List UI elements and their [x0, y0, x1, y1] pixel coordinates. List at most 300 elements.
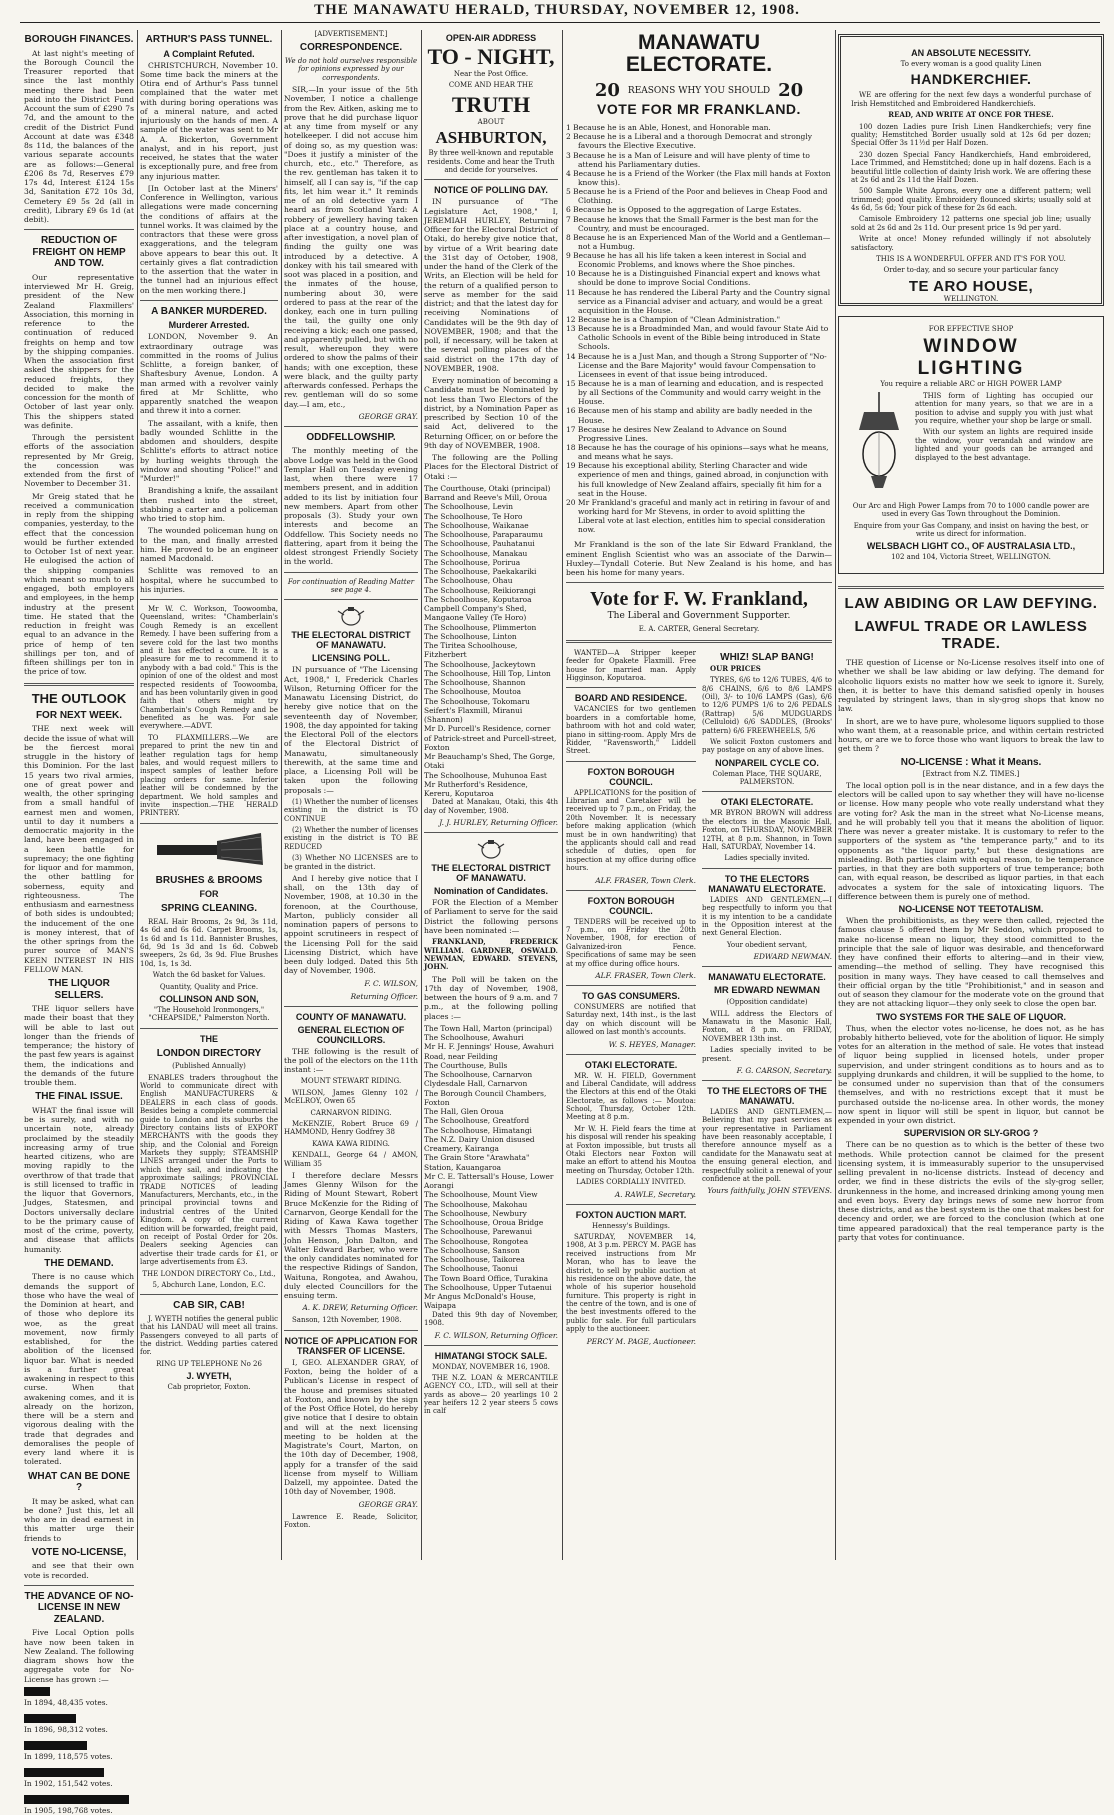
no-license-title: NO-LICENSE : What it Means.	[900, 756, 1042, 768]
banker-body: The wounded policeman hung on to the man, and finally arrested him. He proved to be an engineer named Macdonald.	[140, 526, 278, 563]
divider	[702, 1080, 832, 1081]
london-directory-title: LONDON DIRECTORY	[156, 1047, 262, 1059]
polling-place: The Schoolhouse, Muhunoa East	[424, 770, 547, 780]
polling-place: The N.Z. Dairy Union disused Creamery, Kairanga	[424, 1134, 535, 1154]
polling-signature: J. J. HURLEY, Returning Officer.	[439, 818, 558, 828]
divider	[284, 572, 418, 573]
whiz-title: WHIZ! SLAP BANG!	[720, 651, 814, 663]
divider	[566, 1204, 696, 1205]
nonpareil-name: NONPAREIL CYCLE CO.	[715, 757, 819, 768]
banker-subtitle: Murderer Arrested.	[168, 320, 250, 331]
polling-place: The Schoolhouse, Linton	[424, 631, 517, 641]
newman-body: WILL address the Electors of Manawatu in the Masonic Hall, Foxton, at 8 p.m. on FRIDAY, NOVEMBER 13th inst.	[702, 1009, 832, 1043]
polling-place: The Borough Council Chambers, Foxton	[424, 1088, 547, 1107]
coat-of-arms-icon	[334, 605, 368, 627]
divider	[140, 823, 278, 824]
nomination-district-title: THE ELECTORAL DISTRICT OF MANAWATU.	[431, 863, 551, 884]
riding-result: McKENZIE, Robert Bruce 69 / HAMMOND, Henry Godfrey 38	[284, 1120, 418, 1137]
stock-sale-title: HIMATANGI STOCK SALE.	[434, 1350, 548, 1361]
stevens-body: LADIES AND GENTLEMEN,—Believing that my past services as your representative in Parliament have been reasonably acceptable, I therefore announce myself as a candidate for the Manawatu seat at the ensuing general election, and respectfully solicit a renewal of your confidence at the poll.	[702, 1107, 832, 1184]
divider	[424, 179, 558, 180]
law-body: THE question of License or No-License resolves itself into one of whether we shall be law abiding or law defying. The demand for alcoholic liquors exists no matter how we seek to ignore it. Surely, then, it is better to have this demand satisfied openly in houses regulated by stringent laws, than in sly-grog shops that know no law.	[838, 658, 1104, 714]
foxton-council-body: APPLICATIONS for the position of Librarian and Caretaker will be received up to 7 p.m., on Friday, the 20th November. It is necessary before making application (which must be in own handwriting) that the applicants should call and read schedule of duties, open for inspection at my office during office hours.	[566, 788, 696, 873]
divider	[424, 832, 558, 833]
divider	[838, 586, 1104, 589]
te-aro-house: TE ARO HOUSE,	[908, 277, 1034, 295]
banker-title: A BANKER MURDERED.	[151, 305, 267, 317]
polling-place: The Schoolhouse, Ohau	[424, 576, 513, 586]
window-body-2: With our system an lights are required inside the window, your verandah and window are lighted and your goods can be arranged and displayed to the best advantage.	[915, 428, 1093, 462]
licensing-proposal-2: (2) Whether the number of licenses existing in the district is TO BE REDUCED	[284, 826, 418, 851]
polling-place: Seifert's Flaxmill, Miranui (Shannon)	[424, 705, 523, 725]
handkerchief-title: HANDKERCHIEF.	[910, 71, 1032, 88]
what-can-be-done-title: WHAT CAN BE DONE ?	[27, 1470, 131, 1494]
final-issue-title: THE FINAL ISSUE.	[35, 1091, 123, 1103]
necessity-title: AN ABSOLUTE NECESSITY.	[911, 48, 1031, 58]
electors-signature: EDWARD NEWMAN.	[753, 952, 832, 962]
polling-place: The Schoolhouse, Pauhatanui	[424, 539, 535, 549]
handkerchief-body: WE are offering for the next few days a wonderful purchase of Irish Hemstitched and Embroidered Handkerchiefs.	[851, 91, 1091, 108]
reason-item: 2 Because he is a Liberal and a thorough Democrat and strongly favours the Elective Executive.	[566, 132, 812, 151]
handkerchief-item: 230 dozen Special Fancy Handkerchiefs, Hand embroidered, Lace Trimmed, and Hemstitched; done up in half dozens. Each is a beautiful little collection of dainty Irish work. We are offering these at 2s 6d and 2s 11d the Half Dozen.	[851, 150, 1091, 184]
polling-place: The Schoolhouse, Upper Tutaenui	[424, 1282, 552, 1292]
county-subtitle: GENERAL ELECTION OF COUNCILLORS.	[297, 1024, 405, 1045]
banker-body: LONDON, November 9. An extraordinary outrage was committed in the rooms of Julius Schlitte, a foreign banker, of Shaftesbury Avenue, London. A man armed with a revolver vainly fired at Mr Schlitte, who apparently snatched the weapon and threw it into a corner.	[140, 332, 278, 416]
freight-body: Our representative interviewed Mr H. Greig, president of the New Zealand Flaxmillers' Association, this morning in reference to the continuation of reduced freights on hemp and tow by the shipping companies. When the association first asked the shippers for the reduced freights, they decided to make the concession for the month of October of last year only. This the shippers stated was definite.	[24, 272, 134, 430]
auction-signature: PERCY M. PAGE, Auctioneer.	[586, 1336, 696, 1346]
london-published: (Published Annually)	[172, 1062, 246, 1071]
oddfellowship-title: ODDFELLOWSHIP.	[306, 431, 396, 443]
divider	[566, 1054, 696, 1055]
vote-label: In 1899, 118,575 votes.	[24, 1751, 113, 1761]
brushes-for: FOR	[199, 889, 219, 900]
order-today: Order to-day, and so secure your particular fancy	[883, 266, 1059, 275]
banker-body: The assailant, with a knife, then badly wounded Schlitte in the abdomen and shoulders, despite Schlitte's efforts to attract notice by hurling weights through the window and shouting "Police!" and "Murder!"	[140, 418, 278, 483]
divider	[702, 966, 832, 967]
brushes-subtitle: SPRING CLEANING.	[160, 903, 258, 915]
sly-grog-title: SUPERVISION OR SLY-GROG ?	[903, 1128, 1039, 1139]
vote-for-frankland: VOTE FOR MR FRANKLAND.	[597, 101, 801, 118]
divider	[140, 1294, 278, 1295]
divider	[566, 761, 696, 762]
column-4	[424, 30, 558, 1560]
brushes-title: BRUSHES & BROOMS	[155, 874, 263, 886]
newman-electorate-title: MANAWATU ELECTORATE.	[708, 972, 826, 983]
divider	[702, 791, 832, 792]
liquor-sellers-body: THE liquor sellers have made their boast that they will be able to last out longer than the friends of temperance; the history of the past few years is against them, the indications and the demands of the future trouble them.	[24, 1004, 134, 1088]
column-divider	[835, 30, 836, 1560]
reason-item: 9 Because he has all his life taken a keen interest in Social and Economic Problems, and knows where the Shoe pinches.	[566, 251, 807, 270]
board-body: VACANCIES for two gentlemen boarders in a comfortable home, bathroom with hot and cold water, piano in sitting-room. Apply Mrs de Ridder, "Ravensworth," Liddell Street.	[566, 705, 696, 756]
county-body-2: I therefore declare Messrs James Glenny Wilson for the Riding of Mount Stewart, Robert Bruce McKenzie for the Riding of Carnarvon, George Kendall for the Riding of Kawa Kawa together with Messrs Thomas Masters, John Henson, John Dalton, and Walter Edward Barber, who were the only candidates nominated for the respective Ridings of Sandon, Waituna, Rongotea, and Awahou, duly elected Councillors for the ensuing term.	[284, 1170, 418, 1301]
reason-item: 6 Because he is Opposed to the aggregation of Large Estates.	[566, 205, 802, 215]
polling-day-body-2: Every nomination of becoming a Candidate must be Nominated by not less than Two Electors of the district, by a Nomination Paper as prescribed by Section 10 of the said Act, delivered to the Returning Officer, on or before the 9th day of NOVEMBER, 1908.	[424, 376, 558, 450]
polling-place: The Schoolhouse, Waikanae	[424, 520, 529, 530]
reason-item: 20 Mr Frankland's graceful and manly act in retiring in favour of and working hard for Mr Stevens, in order to avoid splitting the Liberal vote at last election, entitles him to special consideration now.	[566, 497, 831, 535]
by-three: By three well-known and reputable residents. Come and hear the Truth and decide for yourselves.	[427, 149, 555, 174]
licensing-poll-body-2: And I hereby give notice that I shall, on the 13th day of November, 1908, at 10.30 in the forenoon, at the Courthouse, Marton, publicly consider all nomination papers of persons to appoint scrutineers in respect of the Licensing Poll for the said Licensing District, which have been duly lodged. Dated this 5th day of November, 1908.	[284, 873, 418, 976]
what-can-be-done-end: and see that their own vote is recorded.	[24, 1561, 134, 1580]
demand-body: There is no cause which demands the support of those who have the weal of the Dominion at heart, and of those who deplore its woe, as the great movement, now firmly established, for the abolition of the licensed liquor bar. What is needed is a further great awakening in respect to this curse. When that awakening comes, and it is already on the horizon, there will be a stern and vigorous dealing with the trade that degrades and demoralises the people of every land where it is tolerated.	[24, 1272, 134, 1467]
cab-name: J. WYETH,	[186, 1371, 232, 1382]
polling-place: The Schoolhouse, Taikorea	[424, 1255, 525, 1265]
electors-body: LADIES AND GENTLEMEN,—I beg respectfully to inform you that it is my intention to be a candidate in the Opposition interest at the next General Election.	[702, 895, 832, 938]
brushes-quality: Quantity, Quality and Price.	[159, 982, 259, 991]
newman-name: MR EDWARD NEWMAN	[713, 985, 821, 997]
county-signature: A. K. DREW, Returning Officer.	[302, 1303, 418, 1313]
riding-name: KAWA KAWA RIDING.	[312, 1139, 390, 1148]
newman-ladies: Ladies specially invited to be present.	[702, 1046, 832, 1063]
stock-sale-date: MONDAY, NOVEMBER 16, 1908.	[432, 1362, 550, 1371]
polling-place: Mr H. F. Jennings' House, Awahuri Road, near Feilding	[424, 1042, 554, 1061]
polling-place: The Schoolhouse, Tokomaru	[424, 696, 530, 706]
gas-title: TO GAS CONSUMERS.	[582, 990, 680, 1001]
whiz-prices: OUR PRICES	[710, 663, 761, 673]
handkerchief-advt	[838, 34, 1104, 306]
polling-place: The Schoolhouse, Paekakariki	[424, 567, 537, 577]
polling-place: The Tiritea Schoolhouse, Fitzherbert	[424, 641, 518, 660]
board-title: BOARD AND RESIDENCE.	[574, 693, 688, 704]
arc-lamp-icon	[849, 392, 909, 502]
column-5	[566, 30, 832, 1560]
no-license-source: [Extract from N.Z. TIMES.]	[922, 769, 1020, 778]
reason-item: 8 Because he is an Experienced Man of the World and a Gentleman—not a Humbug.	[566, 232, 831, 251]
borough-finances-body: At last night's meeting of the Borough Council the Treasurer reported that since the last monthly meeting there had been paid into the District Fund Account the sum of £290 7s 7d, and the amount to the credit of the District Fund Account at date was £348 8s 11d, the balances of the various separate accounts are as follows:—General £206 8s 7d, Reserves £79 17s 4d, Interest £124 15s 3d, Sanitation £72 10s 3d, Cemetery £9 5s 2d (all in credit), Library £9 6s 1d (at debit).	[24, 48, 134, 224]
transfer-body: I, GEO. ALEXANDER GRAY, of Foxton, being the holder of a Publican's License in respect of the house and premises situated at Foxton, and known by the sign of the Post Office Hotel, do hereby give notice that I desire to obtain and will at the next licensing meeting to be holden at the Magistrate's Court, Marton, on the 10th day of December, 1908, apply for a transfer of the said license from myself to William Dalzell, my appointee. Dated the 10th day of November, 1908.	[284, 1357, 418, 1497]
polling-place: The Schoolhouse, Paraparaumu	[424, 530, 544, 540]
advertisement-label: [ADVERTISEMENT.]	[314, 30, 388, 38]
reasons-list	[566, 123, 832, 534]
te-aro-wellington: WELLINGTON.	[943, 294, 999, 303]
cab-telephone: RING UP TELEPHONE No 26	[156, 1359, 262, 1368]
window-arc: Our Arc and High Power Lamps from 70 to 1000 candle power are used in every Gas Town throughout the Dominion.	[852, 501, 1090, 519]
reason-item: 18 Because he has the courage of his opinions—says what he means, and means what he says.	[566, 443, 829, 462]
divider	[24, 683, 134, 686]
borough-finances-title: BOROUGH FINANCES.	[24, 34, 134, 45]
polling-date: Dated at Manakau, Otaki, this 4th day of November, 1908.	[424, 798, 558, 815]
twenty-left: 20	[594, 80, 620, 102]
vote-row	[24, 1687, 134, 1707]
reason-item: 14 Because he is a Just Man, and though a Strong Supporter of "No-License and the Bare Majority" would favour Compensation to Licensees in event of that issue being introduced.	[566, 351, 827, 379]
vote-for-fw-frankland: Vote for F. W. Frankland,	[590, 588, 808, 611]
arthurs-pass-body: CHRISTCHURCH, November 10. Some time back the miners at the Otira end of Arthur's Pass tunnel complained that the water met with during boring operations was of a mineral nature, and acted injuriously on the hands of men. A sample of the water was sent to Mr A. A. Bickerton, Government analyst, and in his report, just received, he states that the water is exceptionally pure, and free from any injurious matter.	[140, 60, 278, 181]
freight-body: Mr Greig stated that he received a communication in reply from the shipping companies, yesterday, to the effect that the concession would be further extended to October 1st of next year. He eulogised the action of the shipping companies which meant so much to all engaged, both employers and employees, in the hemp industry at the present time. He stated that the reduction in freight was equal to an advance in the price of hemp of ten shillings per ton, and of fifteen shillings per ton in the price of tow.	[24, 491, 134, 677]
polling-day-body: IN pursuance of "The Legislature Act, 1908," I, JEREMIAH HURLEY, Returning Officer for the Electoral District of Otaki, do hereby give notice that, by virtue of a Writ bearing date the 31st day of October, 1908, under the hand of the Clerk of the Writs, an Election will be held for the return of a qualified person to serve as member for the said district; and that the latest day for receiving Nominations of Candidates will be the 9th day of NOVEMBER, 1908; and that the poll, if necessary, will be taken at the several polling places of the said district on the 17th day of NOVEMBER, 1908.	[424, 197, 558, 373]
stevens-title: TO THE ELECTORS OF THE MANAWATU.	[707, 1085, 827, 1106]
write-at-once: Write at once! Money refunded willingly if not absolutely satisfactory.	[851, 235, 1091, 252]
welsbach-name: WELSBACH LIGHT CO., OF AUSTRALASIA LTD.,	[866, 541, 1076, 552]
lighting-title: LIGHTING	[917, 358, 1025, 380]
window-for: FOR EFFECTIVE SHOP	[928, 325, 1014, 333]
vote-row	[24, 1768, 134, 1788]
oddfellowship-body: The monthly meeting of the above Lodge was held in the Good Templar Hall on Tuesday evening last, when there were 17 members present, and in addition added to its list by initiation four new members. Apart from other proposals (3). Study your own interests and become an Oddfellow. This Society needs no flattering, apart from it being the oldest strongest Friendly Society in the world.	[284, 446, 418, 567]
column-divider	[421, 30, 422, 1560]
liberal-supporter: The Liberal and Government Supporter.	[607, 611, 791, 622]
divider	[566, 985, 696, 986]
handkerchief-item: Camisole Embroidery 12 patterns one special job line; usually sold at 2s 6d and 2s 11d. Our present price 1s 9d per yard.	[851, 215, 1091, 232]
reason-item: 12 Because he is a Champion of "Clean Administration."	[566, 315, 781, 325]
column-2	[140, 30, 278, 1560]
stevens-signature: Yours faithfully, JOHN STEVENS.	[707, 1186, 832, 1196]
polling-place: The Schoolhouse, Oroua Bridge	[424, 1218, 544, 1228]
column-divider	[562, 30, 563, 1560]
licensing-poll-title: LICENSING POLL.	[311, 653, 390, 664]
otaki-electorate-title: OTAKI ELECTORATE.	[584, 1059, 678, 1070]
divider	[284, 426, 418, 427]
polling-place: The Courthouse, Otaki (principal)	[424, 483, 551, 493]
column-divider	[137, 30, 138, 1560]
window-text	[915, 392, 1093, 502]
vote-label: In 1905, 198,768 votes.	[24, 1805, 113, 1815]
otaki-electorate-title-2: OTAKI ELECTORATE.	[720, 797, 814, 808]
polling-place: Mr Rutherford's Residence, Kereru, Koputaroa	[424, 779, 528, 799]
vote-label: In 1894, 48,435 votes.	[24, 1697, 108, 1707]
polling-place: Campbell Company's Shed, Mangaone Valley (Te Horo)	[424, 604, 527, 623]
london-the: THE	[200, 1033, 218, 1044]
polling-place: The Schoolhouse, Reikiorangi	[424, 585, 536, 595]
two-systems-title: TWO SYSTEMS FOR THE SALE OF LIQUOR.	[875, 1011, 1066, 1022]
teetotal-body: When the prohibitionists, as they were then called, rejected the famous clause 5 offered them by Mr Seddon, which proposed to make no-license mean no liquor, they stood committed to the principle that the sale of liquor was desirable, and thenceforward they have confined their efforts to altering—and in their view, amending—the method of selling. They have recognised this position in many ways. They have ceased to call themselves and their official organ by the title "Prohibitionist," and in season and out of season they clamour for the moderate vote on the ground that they are not attacking liquor—they only seek to close the open bar.	[838, 916, 1104, 1009]
stock-sale-body: THE N.Z. LOAN & MERCANTILE AGENCY CO., LTD., will sell at their yards as above— 20 yearlings 10 2 year heifers 12 2 year steers 5 cows in calf	[424, 1373, 558, 1416]
divider	[284, 599, 418, 600]
brushes-body: REAL Hair Brooms, 2s 9d, 3s 11d, 4s 6d and 6s 6d. Carpet Brooms, 1s, 1s 6d and 1s 11d. Bannister Brushes, 6d, 9d 1s 3d and 1s 6d. Cobweb sweepers, 2s 6d, 3s 9d. Flue Brushes 10d, 1s, 1s 3d.	[140, 917, 278, 968]
teetotal-title: NO-LICENSE NOT TEETOTALISM.	[898, 904, 1044, 915]
cab-title: CAB SIR, CAB!	[173, 1300, 245, 1312]
reason-item: 16 Because men of his stamp and ability are badly needed in the House.	[566, 406, 813, 425]
polling-place: Mr Beauchamp's Shed, The Gorge, Otaki	[424, 752, 556, 771]
truth-heading: TRUTH	[451, 91, 531, 117]
licensing-proposal-3: (3) Whether NO LICENSES are to be granted in the district.	[284, 854, 418, 871]
county-date: Sanson, 12th November, 1908.	[292, 1316, 402, 1325]
foxton-council-title: FOXTON BOROUGH COUNCIL.	[587, 766, 675, 787]
reason-item: 5 Because he is a Friend of the Poor and believes in Cheap Food and Clothing.	[566, 187, 828, 206]
advance-title: THE ADVANCE OF NO-LICENSE IN NEW ZEALAND.	[24, 1590, 134, 1625]
polling-place: The Schoolhouse, Rongotea	[424, 1236, 529, 1246]
cab-signature: Cab proprietor, Foxton.	[167, 1383, 251, 1392]
tonight-heading: TO - NIGHT,	[427, 44, 555, 69]
handkerchief-item: 100 dozen Ladies pure Irish Linen Handkerchiefs; very fine quality; Hemstitched Border usually sold at 12s 6d per dozen; Special Offer 3s 11½d per Half Dozen.	[851, 122, 1091, 148]
polling-place: Mr C. E. Tattersall's House, Lower Aorangi	[424, 1171, 554, 1191]
collinson-name: COLLINSON AND SON,	[159, 993, 259, 1004]
licensing-signature-role: Returning Officer.	[350, 991, 418, 1001]
vote-label: In 1896, 98,312 votes.	[24, 1724, 108, 1734]
no-license-body: The local option poll is in the near distance, and in a few days the electors will be called upon to say whether they will have no-license or license. How many people who vote really understand what they are voting for? Ask the man in the street what No-License means, and he will probably tell you that it means the abolition of liquor. There was never a greater mistake. It is customary to refer to the supporters of the system as "the temperance party," and to its opponents as "the liquor party," but these designations are misleading. Both parties claim with equal reason, to be temperance parties, in that they are both supporters of true temperance; both can, with equal reason, be described as liquor parties, in that each advocates a system for the sale of intoxicating liquors. The difference between them is purely one of method.	[838, 780, 1104, 901]
polling-place: Mr D. Purcell's Residence, corner of Patrick-street and Purcell-street, Foxton	[424, 724, 557, 752]
polling-place: The Schoolhouse, Jackeytown	[424, 659, 536, 669]
polling-place: The Courthouse, Bulls	[424, 1060, 508, 1070]
licensing-proposal-1: (1) Whether the number of licenses existing in the district is TO CONTINUE	[284, 797, 418, 823]
reason-item: 13 Because he is a Broadminded Man, and would favour State Aid to Catholic Schools in event of the Bible being introduced in State Schools.	[566, 324, 829, 352]
outlook-subtitle: FOR NEXT WEEK.	[35, 709, 123, 721]
near-post-office: Near the Post Office.	[453, 70, 529, 79]
column-6	[838, 30, 1104, 1560]
divider	[140, 599, 278, 600]
whiz-body: We solicit Foxton customers and pay postage on any of above lines.	[702, 737, 832, 755]
gas-signature: W. S. HEYES, Manager.	[608, 1039, 696, 1049]
polling-place: The Schoolhouse, Levin	[424, 502, 514, 512]
otaki-ladies: LADIES CORDIALLY INVITED.	[576, 1178, 686, 1187]
column-divider	[281, 30, 282, 1560]
lawful-trade-title: LAWFUL TRADE OR LAWLESS TRADE.	[854, 618, 1088, 652]
polling-place: The Schoolhouse, Awahuri	[424, 1033, 524, 1043]
foxton-council-signature-2: ALF. FRASER, Town Clerk.	[595, 970, 696, 980]
manawatu-electorate-title: MANAWATU ELECTORATE.	[625, 31, 773, 77]
vote-label: In 1902, 151,542 votes.	[24, 1778, 113, 1788]
polling-place: The Schoolhouse, Newbury	[424, 1208, 527, 1218]
vote-bar	[24, 1741, 87, 1750]
london-directory-body: ENABLES traders throughout the World to communicate direct with English MANUFACTURERS & DEALERS in each class of goods. Besides being a complete commercial guide to London and its suburbs the Directory contains lists of EXPORT MERCHANTS with the goods they ship, and the Colonial and Foreign Markets they supply; STEAMSHIP LINES arranged under the Ports to which they sail, and indicating the approximate sailings; PROVINCIAL TRADE NOTICES of leading Manufacturers, Merchants, etc., in the principal provincial towns and industrial centres of the United Kingdom. A copy of the current edition will be forwarded, freight paid, on receipt of Postal Order for 20s. Dealers seeking Agencies can advertise their trade cards for £1, or large advertisements from £3.	[140, 1073, 278, 1267]
riding-result: WILSON, James Glenny 102 / McELROY, Owen 65	[284, 1088, 418, 1106]
col5-lower	[566, 649, 832, 1350]
vote-bar	[24, 1714, 76, 1723]
licensing-signature: F. C. WILSON,	[364, 978, 418, 988]
polling-day-title: NOTICE OF POLLING DAY.	[434, 185, 548, 196]
reason-item: 17 Because he desires New Zealand to Advance on Sound Progressive Lines.	[566, 424, 787, 443]
window-lighting-advt	[838, 316, 1104, 574]
law-abiding-title: LAW ABIDING OR LAW DEFYING.	[844, 595, 1098, 612]
polling-place: The Schoolhouse, Plimmerton	[424, 622, 537, 632]
col5-lower-right	[702, 649, 832, 1350]
divider	[140, 300, 278, 301]
reason-item: 15 Because he is a man of learning and education, and is respected by all Sections of the Community and would carry weight in the House.	[566, 379, 824, 407]
polling-place: Clydesdale Hall, Carnarvon	[424, 1079, 528, 1089]
county-body: THE following is the result of the poll of the electors on the 11th instant :—	[284, 1046, 418, 1075]
correspondence-note: We do not hold ourselves responsible for opinions expressed by our correspondents.	[284, 56, 418, 82]
arthurs-pass-subtitle: A Complaint Refuted.	[163, 48, 255, 59]
correspondence-signature: GEORGE GRAY.	[358, 411, 418, 421]
divider	[284, 1330, 418, 1331]
polling-place: The Schoolhouse, Moutoa	[424, 687, 522, 697]
reason-item: 3 Because he is a Man of Leisure and will have plenty of time to attend his Parliamentary duties.	[566, 150, 810, 169]
nomination-signature: F. C. WILSON, Returning Officer.	[434, 1330, 558, 1340]
auction-title: FOXTON AUCTION MART.	[575, 1209, 687, 1220]
open-air-address: OPEN-AIR ADDRESS	[445, 33, 537, 43]
polling-place: Barrand and Reeve's Mill, Oroua	[424, 493, 547, 503]
demand-title: THE DEMAND.	[44, 1257, 114, 1269]
riding-name: CARNARVON RIDING.	[310, 1108, 392, 1117]
licensing-district-title: THE ELECTORAL DISTRICT OF MANAWATU.	[291, 630, 411, 651]
arthurs-pass-note: [In October last at the Miners' Conference in Wellington, various allegations were made concerning the conditions of affairs at the tunnel works. It was claimed by the contractors that these were gross exaggerations, and the telegram above appears to bear this out. It certainly gives a flat contradiction to the assertion that the water in the tunnel had an injurious effect on the men working there.]	[140, 183, 278, 295]
transfer-signature: GEORGE GRAY.	[358, 1499, 418, 1509]
vote-row	[24, 1795, 134, 1815]
polling-place: The Schoolhouse, Makohau	[424, 1199, 528, 1209]
divider	[566, 582, 832, 583]
brushes-watch: Watch the 6d basket for Values.	[152, 971, 266, 980]
riding-name: MOUNT STEWART RIDING.	[300, 1077, 402, 1086]
window-body-row	[849, 392, 1093, 502]
masthead: THE MANAWATU HERALD, THURSDAY, NOVEMBER 12, 1908.	[314, 2, 800, 18]
polling-place: The Grain Store "Arawhata" Station, Kauangaroa	[424, 1153, 530, 1172]
read-and-write: READ, AND WRITE AT ONCE FOR THESE.	[888, 110, 1054, 120]
newman-signature: F. G. CARSON, Secretary.	[736, 1065, 832, 1075]
reason-item: 4 Because he is a Friend of the Worker (the Flax mill hands at Foxton know this).	[566, 168, 831, 187]
foxton-council-signature: ALF. FRASER, Town Clerk.	[595, 875, 696, 885]
col5-lower-left	[566, 649, 696, 1350]
window-body: THIS form of Lighting has occupied our attention for many years, so that we are in a position to advise and supply you with just what you require, whether your shop be large or small.	[915, 391, 1093, 425]
nonpareil-address: Coleman Place, THE SQUARE, PALMERSTON.	[712, 769, 822, 787]
london-address: 5, Abchurch Lane, London, E.C.	[152, 1280, 266, 1289]
two-systems-body: Thus, when the elector votes no-license, he does not, as he has probably hitherto believed, vote for the abolition of liquor. He simply votes for an alteration in the method of sale. He votes that instead of liquor being supplied in licensed hotels, under proper supervision, and under stringent conditions as to hours and as to supplying drunkards and children, it will be supplied to the home, to be consumed under no supervision than that of the consumers themselves, and with no restrictions except that it must be purchased outside the no-license area. In other words, the money now spent in liquor will still be spent in liquor, but cannot be expended in your own district.	[838, 1023, 1104, 1126]
vote-no-license: VOTE NO-LICENSE,	[31, 1546, 127, 1558]
divider	[566, 640, 832, 643]
vote-row	[24, 1714, 134, 1734]
flaxmillers-notice: TO FLAXMILLERS.—We are prepared to print the new tin and leather regulation tags for hemp bales, and would request millers to inspect samples of leather before placing orders for same. Inferior leather will be condemned by the department. We hold samples and invite inspection.—THE HERALD PRINTERY.	[140, 733, 278, 818]
window-enquire: Enquire from your Gas Company, and insist on having the best, or write us direct for information.	[853, 521, 1089, 538]
nomination-subtitle: Nomination of Candidates.	[433, 886, 548, 897]
handkerchief-item: 500 Sample White Aprons, every one a different pattern; well trimmed; good quality. Embroidery flounced skirts; usually sold at 4s 6d, 5s 6d; Your pick of these for 2s 6d each.	[851, 187, 1091, 213]
polling-place: The Schoolhouse, Shannon	[424, 678, 526, 688]
polling-place: The Town Hall, Marton (principal)	[424, 1023, 553, 1033]
continued-note: For continuation of Reading Matter see page 4.	[287, 577, 415, 594]
polling-place: The Schoolhouse, Hill Top, Linton	[424, 668, 551, 678]
brown-ladies: Ladies specially invited.	[724, 854, 810, 863]
window-title: WINDOW	[923, 336, 1019, 358]
nomination-names: FRANKLAND, FREDERICK WILLIAM. GARDNER, OSWALD. NEWMAN, EDWARD. STEVENS, JOHN.	[424, 937, 558, 972]
divider	[702, 868, 832, 869]
transfer-title: NOTICE OF APPLICATION FOR TRANSFER OF LICENSE.	[284, 1335, 418, 1356]
london-company: THE LONDON DIRECTORY Co., Ltd.,	[142, 1269, 276, 1278]
column-3	[284, 30, 418, 1560]
liquor-sellers-title: THE LIQUOR SELLERS.	[48, 978, 110, 1001]
wanted-advt: WANTED—A Stripper keeper feeder for Opakete Flaxmill. Free house for married man. Apply Higginson, Koputaroa.	[566, 648, 696, 682]
divider	[24, 1585, 134, 1586]
otaki-signature: A. RAWLE, Secretary.	[614, 1189, 696, 1199]
polling-place: The Schoolhouse, Mount View	[424, 1190, 538, 1200]
polling-day-body-3: The following are the Polling Places for the Electoral District of Otaki :—	[424, 453, 558, 481]
about-label: ABOUT	[477, 117, 505, 126]
divider	[284, 1006, 418, 1007]
newman-opposition: (Opposition candidate)	[726, 998, 808, 1007]
electors-obedient: Your obedient servant,	[726, 940, 808, 949]
nomination-body: FOR the Election of a Member of Parliament to serve for the said District the following persons have been nominated :—	[424, 898, 558, 935]
reason-item: 11 Because he has rendered the Liberal Party and the Country signal service as a Financial adviser and actuary, and would be a great acquisition in the House.	[566, 287, 831, 315]
no-license-vote-diagram	[24, 1687, 134, 1815]
divider	[424, 1345, 558, 1346]
outlook-body: THE next week will decide the issue of what will be the fiercest moral struggle in the history of this Dominion. For the last 15 years two rival armies, one of great power and wealth, the other springing from a small handful of earnest men and women, until to day it numbers a democratic majority in the land, have been engaged in a keen battle for supremacy; the one fighting for liquor and for mammon, the other battling for soberness, equity and righteousness. The enthusiasm and earnestness of both sides is undoubted; the inducement of the one is money interest, that of the other springs from the purer source of MAN'S KEEN INTEREST IN HIS FELLOW MAN.	[24, 724, 134, 974]
sly-grog-body: There can be no question as to which is the better of these two methods. While protection cannot be claimed for the present licensing system, it is immeasurably superior to the unsupervised selling prevalent in no-license districts. Instead of decency and order, we find in these districts the evils of the sly-grog seller, drunkenness in the home, and increased drinking among young men and even boys. Every day brings news of some new horror from these districts, and as the best system is the one that makes best for decency and order, we are forced to the conclusion (which at one time appeared paradoxical) that the real temperance party is the party that votes for continuance.	[838, 1140, 1104, 1242]
cab-body: J. WYETH notifies the general public that his LANDAU will meet all trains. Passengers conveyed to all parts of the district. Wedding parties catered for.	[140, 1314, 278, 1357]
polling-place: The Schoolhouse, Parewanui	[424, 1227, 533, 1237]
frankland-bio: Mr Frankland is the son of the late Sir Edward Frankland, the eminent English Scientist who was an associate of the Darwin—Huxley—Tyndall Coterie. But New Zealand is his home, and has been his home for many years.	[566, 540, 832, 578]
manawatu-polling-places	[424, 1024, 558, 1311]
broom-illustration-icon	[149, 829, 269, 871]
nomination-date: Dated this 9th day of November, 1908.	[424, 1310, 558, 1328]
riding-result: KENDALL, George 64 / AMON, William 35	[284, 1151, 418, 1168]
banker-body: Schlitte was removed to an hospital, where he succumbed to his injuries.	[140, 566, 278, 594]
county-title: COUNTY OF MANAWATU.	[295, 1011, 407, 1022]
law-body-2: In short, are we to have pure, wholesome liquors supplied to those who want them, at a reasonable price, and within certain restricted hours, or are we to force those who want liquors to break the law to get them ?	[838, 716, 1104, 754]
polling-place: The Schoolhouse, Himatangi	[424, 1125, 532, 1135]
what-can-be-done-body: It may be asked, what can be done? Just this, let all who are in dead earnest in this matter urge their friends to	[24, 1496, 134, 1543]
banker-body: Brandishing a knife, the assailant then rushed into the street, stabbing a carter and a policeman who tried to stop him.	[140, 486, 278, 523]
polling-place: The Schoolhouse, Porirua	[424, 557, 521, 567]
foxton-council-title-2: FOXTON BOROUGH COUNCIL.	[587, 895, 675, 916]
reason-item: 1 Because he is an Able, Honest, and Honorable man.	[566, 123, 771, 133]
auction-body: SATURDAY, NOVEMBER 14, 1908, At 3 p.m. PERCY M. PAGE has received instructions from Mr Moran, who has to leave the district, to sell by public auction at his residence on the above date, the whole of his superior household furniture. This property is right in the centre of the town, and is one of the best investments offered to the public for sale. For full particulars apply to the auctioneer.	[566, 1232, 696, 1334]
collinson-address: "The Household Ironmongers," "CHEAPSIDE," Palmerston North.	[148, 1005, 270, 1023]
nomination-body-2: The Poll will be taken on the 17th day of November, 1908, between the hours of 9 a.m. and 7 p.m., at the following polling places :—	[424, 974, 558, 1021]
freight-title: REDUCTION OF FREIGHT ON HEMP AND TOW.	[32, 235, 126, 270]
welsbach-address: 102 and 104, Victoria Street, WELLINGTON.	[891, 553, 1051, 562]
every-woman: To every woman is a good quality Linen	[900, 60, 1042, 68]
licensing-poll-body: IN pursuance of "The Licensing Act, 1908," I, Frederick Charles Wilson, Returning Officer for the Manawatu Licensing District, do hereby give notice that on the seventeenth day of November, 1908, the day appointed for taking the Electoral Poll of the electors of the Electoral District of Manawatu, simultaneously therewith, at the same time and place, a Licensing Poll will be taken upon the following proposals :—	[284, 665, 418, 795]
polling-place: The Schoolhouse, Taonui	[424, 1264, 518, 1274]
outlook-title: THE OUTLOOK	[31, 690, 127, 706]
foxton-council-body-2: TENDERS will be received up to 7 p.m., on Friday the 20th November, 1908, for erection of Galvanized-iron Fence. Specifications of same may be seen at my office during office hours.	[566, 917, 696, 968]
vote-bar	[24, 1687, 50, 1696]
divider	[566, 687, 696, 688]
vote-bar	[24, 1768, 104, 1777]
